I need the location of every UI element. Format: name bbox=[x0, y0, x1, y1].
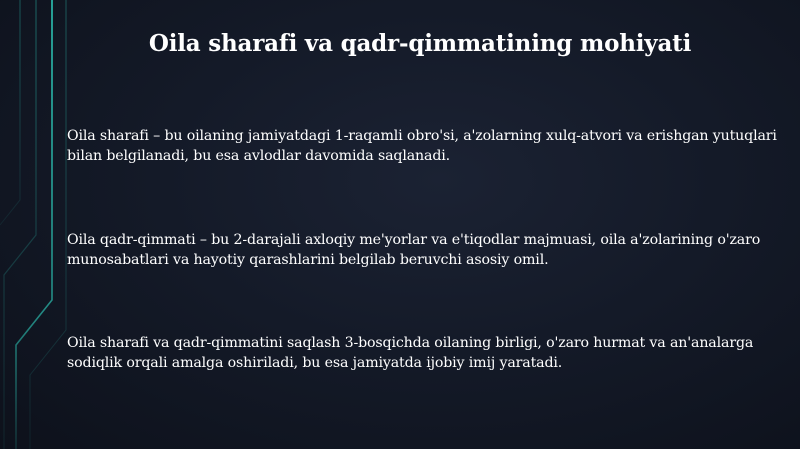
accent-line-main bbox=[16, 0, 52, 449]
decorative-circuit-lines bbox=[0, 0, 80, 449]
paragraph-preservation: Oila sharafi va qadr-qimmatini saqlash 3-bosqichda oilaning birligi, o'zaro hurmat va an'analarga sodiqlik orqali amalga oshiriladi, bu esa jamiyatda ijobiy imij yaratadi. bbox=[67, 335, 754, 371]
slide-title: Oila sharafi va qadr-qimmatining mohiyati bbox=[148, 30, 692, 57]
paragraph-family-dignity: Oila qadr-qimmati – bu 2-darajali axloqiy me'yorlar va e'tiqodlar majmuasi, oila a'zolarining o'zaro munosabatlari va hayotiy qarashlarini belgilab beruvchi asosiy omil. bbox=[67, 232, 761, 268]
paragraph-family-honor: Oila sharafi – bu oilaning jamiyatdagi 1-raqamli obro'si, a'zolarning xulq-atvori va erishgan yutuqlari bilan belgilanadi, bu esa avlodlar davomida saqlanadi. bbox=[67, 128, 777, 164]
